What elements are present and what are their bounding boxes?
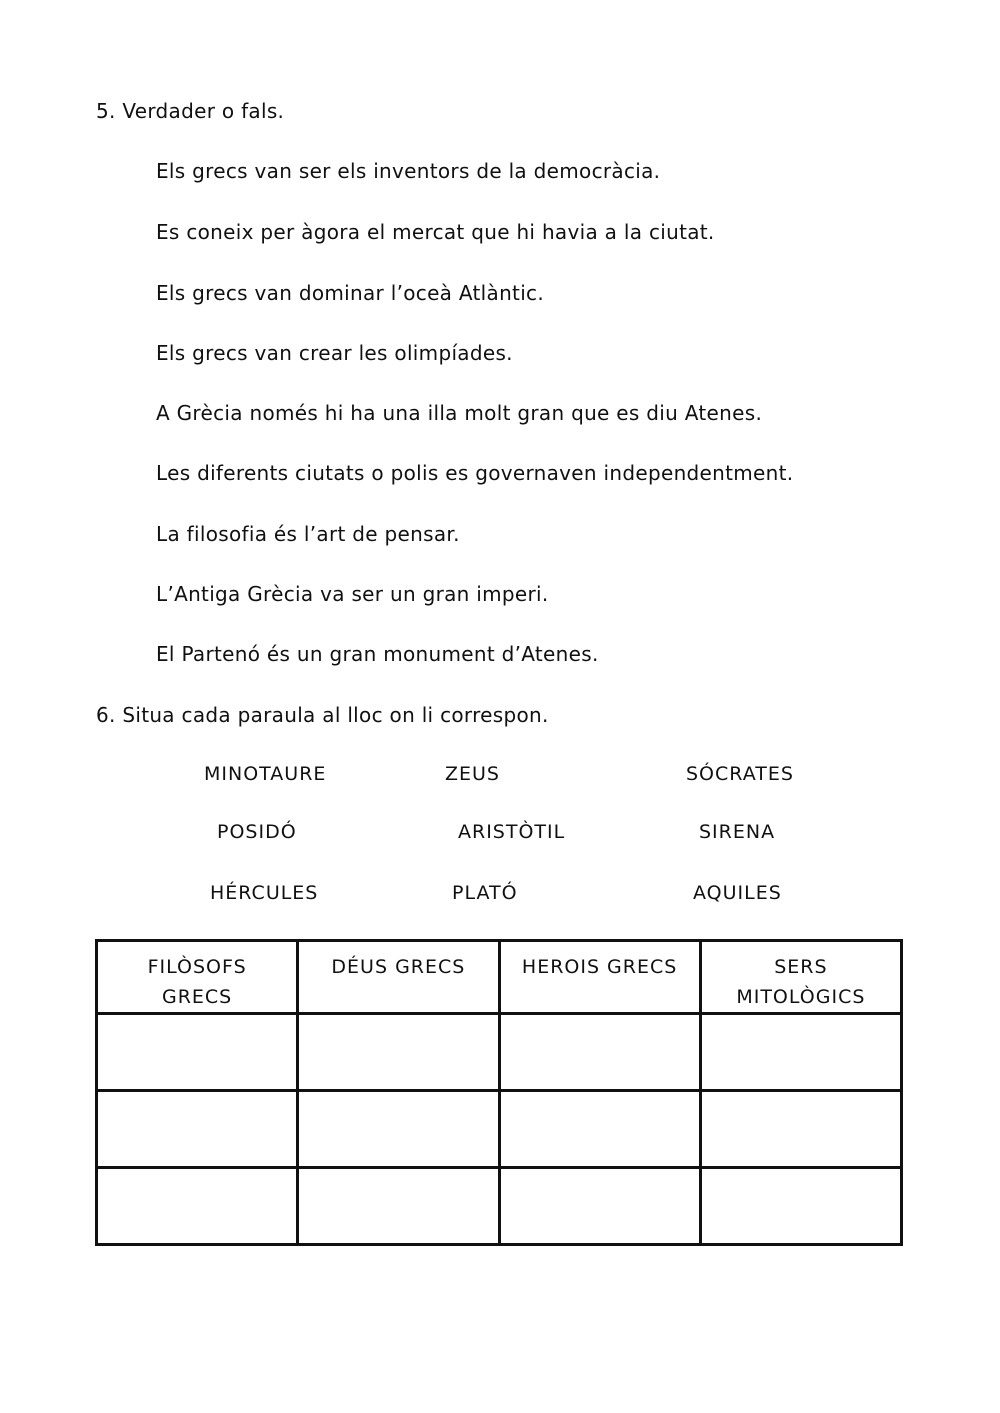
classification-table bbox=[95, 939, 903, 1246]
header-deus-grecs bbox=[298, 941, 499, 1014]
word-socrates[interactable]: SÓCRATES bbox=[686, 763, 794, 785]
answer-cell[interactable] bbox=[298, 1091, 499, 1168]
statement-3: Els grecs van dominar l’oceà Atlàntic. bbox=[156, 281, 545, 305]
statement-6: Les diferents ciutats o polis es governaven independentment. bbox=[156, 461, 794, 485]
word-plato[interactable]: PLATÓ bbox=[452, 882, 518, 904]
word-aristotil[interactable]: ARISTÒTIL bbox=[458, 821, 566, 843]
answer-cell[interactable] bbox=[298, 1014, 499, 1091]
table-row bbox=[97, 1168, 902, 1245]
table-header-row bbox=[97, 941, 902, 1014]
answer-cell[interactable] bbox=[298, 1168, 499, 1245]
answer-cell[interactable] bbox=[700, 1168, 901, 1245]
header-herois-grecs bbox=[499, 941, 700, 1014]
header-line: HEROIS GRECS bbox=[521, 956, 678, 978]
statement-5: A Grècia només hi ha una illa molt gran que es diu Atenes. bbox=[156, 401, 763, 425]
header-sers-mitologics bbox=[700, 941, 901, 1014]
answer-cell[interactable] bbox=[700, 1091, 901, 1168]
word-aquiles[interactable]: AQUILES bbox=[693, 882, 782, 904]
header-line: SERS bbox=[774, 956, 828, 978]
question-6-title: 6. Situa cada paraula al lloc on li correspon. bbox=[96, 703, 549, 727]
header-line: GRECS bbox=[161, 986, 233, 1008]
word-minotaure[interactable]: MINOTAURE bbox=[204, 763, 327, 785]
statement-1: Els grecs van ser els inventors de la democràcia. bbox=[156, 159, 661, 183]
header-filosofs-grecs bbox=[97, 941, 298, 1014]
statement-8: L’Antiga Grècia va ser un gran imperi. bbox=[156, 582, 549, 606]
answer-cell[interactable] bbox=[499, 1091, 700, 1168]
answer-cell[interactable] bbox=[499, 1014, 700, 1091]
answer-cell[interactable] bbox=[97, 1168, 298, 1245]
header-line: MITOLÒGICS bbox=[736, 986, 866, 1008]
statement-4: Els grecs van crear les olimpíades. bbox=[156, 341, 513, 365]
word-zeus[interactable]: ZEUS bbox=[445, 763, 500, 785]
answer-cell[interactable] bbox=[499, 1168, 700, 1245]
question-5-title: 5. Verdader o fals. bbox=[96, 99, 285, 123]
answer-cell[interactable] bbox=[97, 1091, 298, 1168]
statement-9: El Partenó és un gran monument d’Atenes. bbox=[156, 642, 599, 666]
word-sirena[interactable]: SIRENA bbox=[699, 821, 776, 843]
answer-cell[interactable] bbox=[97, 1014, 298, 1091]
statement-7: La filosofia és l’art de pensar. bbox=[156, 522, 460, 546]
table-row bbox=[97, 1091, 902, 1168]
table-row bbox=[97, 1014, 902, 1091]
word-posido[interactable]: POSIDÓ bbox=[217, 821, 297, 843]
word-hercules[interactable]: HÉRCULES bbox=[210, 882, 319, 904]
answer-cell[interactable] bbox=[700, 1014, 901, 1091]
header-line: DÉUS GRECS bbox=[331, 956, 466, 978]
statement-2: Es coneix per àgora el mercat que hi havia a la ciutat. bbox=[156, 220, 715, 244]
header-line: FILÒSOFS bbox=[147, 956, 247, 978]
